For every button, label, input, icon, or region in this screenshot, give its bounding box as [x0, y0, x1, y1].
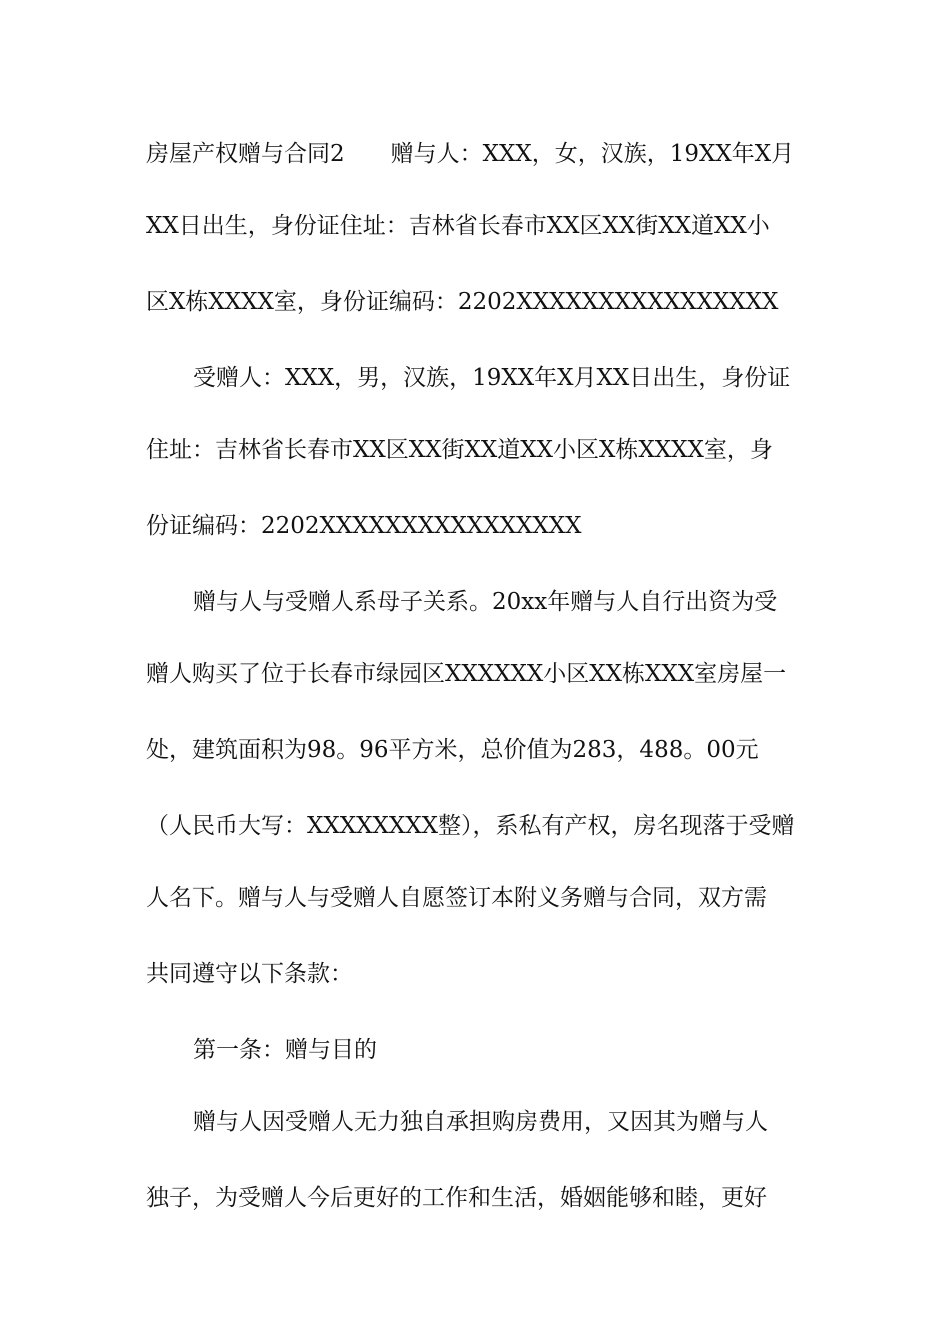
text-line-7: 赠与人与受赠人系母子关系。20xx年赠与人自行出资为受: [193, 589, 778, 615]
text-line-4: 受赠人：XXX，男，汉族，19XX年X月XX日出生，身份证: [193, 365, 791, 391]
text-line-3: 区X栋XXXX室，身份证编码：2202XXXXXXXXXXXXXXXX: [146, 289, 779, 315]
section-heading: 第一条：赠与目的: [193, 1037, 377, 1063]
text-line-10: （人民币大写：XXXXXXXX整），系私有产权，房名现落于受赠: [146, 813, 795, 839]
text-line-5: 住址：吉林省长春市XX区XX街XX道XX小区X栋XXXX室，身: [146, 437, 773, 463]
text-line-2: XX日出生，身份证住址：吉林省长春市XX区XX街XX道XX小: [146, 213, 770, 239]
text-line-12: 共同遵守以下条款：: [146, 961, 353, 987]
text-line-11: 人名下。赠与人与受赠人自愿签订本附义务赠与合同，双方需: [146, 885, 767, 911]
text-line-15: 独子，为受赠人今后更好的工作和生活，婚姻能够和睦，更好: [146, 1185, 767, 1211]
text-line-8: 赠人购买了位于长春市绿园区XXXXXX小区XX栋XXX室房屋一: [146, 661, 787, 687]
text-line-14: 赠与人因受赠人无力独自承担购房费用，又因其为赠与人: [193, 1109, 768, 1135]
text-line-6: 份证编码：2202XXXXXXXXXXXXXXXX: [146, 513, 582, 539]
text-line-9: 处，建筑面积为98。96平方米，总价值为283，488。00元: [146, 737, 759, 763]
text-line-1: 房屋产权赠与合同2 赠与人：XXX，女，汉族，19XX年X月: [146, 141, 795, 167]
